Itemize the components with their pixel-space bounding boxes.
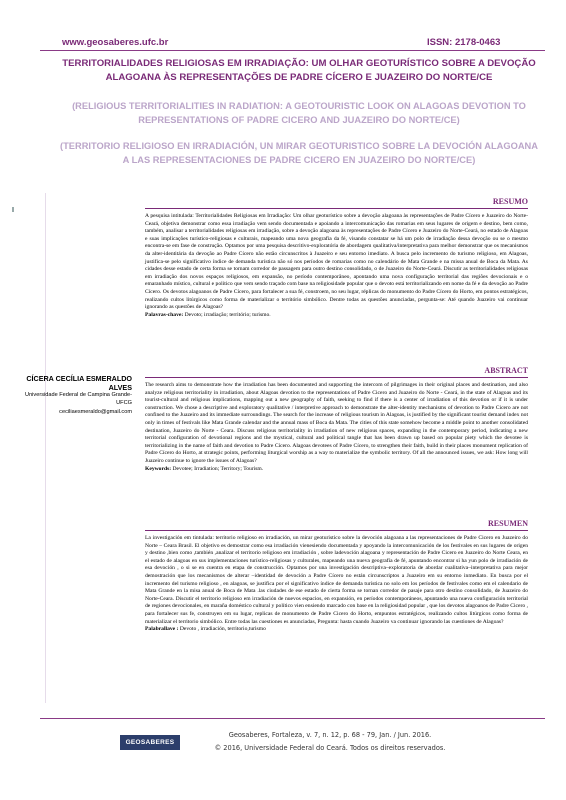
header-rule bbox=[40, 50, 545, 51]
resumen-heading: RESUMEN bbox=[487, 519, 528, 528]
author-affiliation: Universidade Federal de Campina Grande-UFCG bbox=[25, 392, 132, 406]
issn: ISSN: 2178-0463 bbox=[427, 37, 501, 48]
resumo-keywords: Devoto; irradiação; território; turismo. bbox=[184, 311, 271, 318]
resumo-text: A pesquisa intitulada: Territorialidades Religiosas em Irradiação: Um olhar geoturístico sobre a devoção alagoana às representações de Padre Cícero e Juazeiro do Norte-Ceará, objetiva demonstrar como essa irradiação vem sendo documentada e apoiando a intercomunicação das romarias em seus lugares de origem e destino, bem como, também, analisar a territorialidades religiosas em irradiação, sobre a devoção alagoana às representações de Padre Cícero e Juazeiro do Norte-Ceará, no estado de Alagoas e suas implicações turístico-religiosas e culturais, mapeando uma nova geografia da fé, visando constatar se há um polo de irradiação dessa devoção ou se o mesmo encontra-se em fase de construção. Optamos por uma pesquisa descritivo-exploratória de abordagem qualitativa/interpretativa para melhor demonstrar que os mecanismos da alter-identitária da devoção ao Padre Cícero não estão circunscritos à Juazeiro e seu entorno imediato. A busca pelo incremento do turismo religioso, em Alagoas, justifica-se pelo significativo índice de demanda turística não só nos períodos de romarias como no calendário de Mata Grande e na missa anual de Boca da Mata. As cidades desse estado de certa forma se tornam corredor de passagem para outro destino consolidado, o de Juazeiro do Norte-Ceará. Discutir as territorialidades religiosas em irradiação dos novos espaços religiosos, em expansão, no período contemporâneo, apontando uma nova configuração territorial das regiões devocionais e o emaranhado místico, cultural e político que vem sendo traçado com base na religiosidade popular que o devoto está territorializando em nome da fé e da devoção ao Padre Cícero. Os devotos alagoanos de Padre Cícero, para fortalecer a sua fé, constroem, no seu lugar, réplicas do monumento do Padre Cícero do Horto, em pontos estratégicos, realizando cultos litúrgicos como forma de materializar o território simbólico. Dentre todas as questões anunciadas, pergunta-se: Até quando Juazeiro vai continuar ignorando as questões de Alagoas? bbox=[145, 213, 528, 311]
author-name: CÍCERA CECÍLIA ESMERALDO ALVES bbox=[26, 374, 132, 392]
resumo-rule bbox=[145, 208, 528, 209]
resumo-section bbox=[145, 213, 528, 319]
geosaberes-logo: GEOSABERES bbox=[120, 735, 180, 750]
abstract-section bbox=[145, 382, 528, 473]
resumo-heading: RESUMO bbox=[492, 197, 528, 206]
title-portuguese: TERRITORIALIDADES RELIGIOSAS EM IRRADIAÇÃO: UM OLHAR GEOTURÍSTICO SOBRE A DEVOÇÃO ALAGOANA ÀS REPRESENTAÇÕES DE PADRE CÍCERO E JUAZEIRO DO NORTE/CE bbox=[62, 58, 536, 83]
resumo-keywords-label: Palavras-chave: bbox=[145, 311, 184, 318]
journal-website[interactable]: www.geosaberes.ufc.br bbox=[62, 37, 169, 48]
resumen-rule bbox=[145, 530, 528, 531]
footer-copyright: © 2016, Universidade Federal do Ceará. Todos os direitos reservados. bbox=[214, 744, 446, 752]
abstract-rule bbox=[145, 377, 528, 378]
resumen-keywords: Devoto , irradiación, territorio,turismo bbox=[179, 626, 266, 633]
margin-mark bbox=[12, 207, 14, 212]
resumen-text: La investigación em tintulada: territorio religioso en irradiación, un mirar geoturistico sobre la devoción alagoana a las representaciones de Padre Cicero en Juazeiro do Norte – Ceara Brasil. El objetivo es demostrar como esa irradiación vienesiendo documentada y apoyando la intercomunicación de los festivales en sus lugares de origen y destino ,bien como ,también ,analizar el territorio religioso em irradiación , sobre ladevoción alagoana y representación de Padre Cicero en Juazeiro do Norte Ceara, en el estado de alagoas en sus implementaciones turístico-religiosas y culturales, mapeando una nueva geografía de fé, apuntando encontrar si ha yun polo de irradiación de esa devoción , o si se en cuentra en etapa de construcción. Optamos por una investigación descriptiva–exploratoria de abordar cualitativa–interpretativa para mejor demostración que los mecanismos de alterar –identidad de devoción a Padre Cícero no están circunscriptos a Juazeiro em su entorno inmediato. En busca por el incremento del turismo religioso , en alagoas, se justifica por el significativo índice de demanda turística no solo em los períodos de festivales como em el calendario de Mata Grande en la misa anual de Boca de Mata .las ciudades de ese estado de cierta forma se tornan corredor de pasaje para otro destino consolidado, de Juazeiro do Norte-Ceara. Discutir el territorio religioso em irradiación de nuevos espacios, en expansión, en períodos contemporáneos, apuntando una nueva configuración territorial de regiones devocionales, en maraña doméstico cultural y político vien ensiendo marcado con base en la religiosidad popular , que los devotos alagoanos de Padre Cicero , para fortalecer sus fe, construyen em su lugar, replicas de monumento de Padre Cicero do Horto, empuntos estratégicos, realizando cultos litúrgicos como forma de materializar el territorio simbólico. Entre todas las cuestiones es anunciadas, Pregunta: hasta cuando Juazeiro va continuar ignorando las cuestiones de Alagoas? bbox=[145, 535, 528, 625]
abstract-keywords-label: Keywords: bbox=[145, 465, 172, 472]
footer-citation: Geosaberes, Fortaleza, v. 7, n. 12, p. 68 - 79, Jan. / Jun. 2016. bbox=[228, 731, 432, 739]
title-spanish: (TERRITORIO RELIGIOSO EN IRRADIACIÓN, UN MIRAR GEOTURISTICO SOBRE LA DEVOCIÓN ALAGOANA A LAS REPRESENTACIONES DE PADRE CICERO EN JUAZEIRO DO NORTE/CE) bbox=[60, 141, 538, 165]
abstract-heading: ABSTRACT bbox=[484, 366, 528, 375]
left-margin-rule bbox=[45, 193, 46, 703]
abstract-text: The research aims to demonstrate how the irradiation has been documented and supporting the intercom of pilgrimages in their original places and destination, and also analyze religious territoriality in irradiation, about Alagoas devotion to the representations of Padre Cicero and Juazeiro do Norte - Ceará, in the state of Alagoas and its tourist-cultural and religious implications, mapping out a new geography of faith, seeking to find if there is a center of irradiation of this devotion or if it is under construction. We chose a descriptive and exploratory qualitative / interpretive approach to demonstrate the alter-identity mechanisms of devotion to Padre Cicero are not confined to the Juazeiro and its immediate surroundings. The search for the increase of religious tourism in Alagoas, is justified by the significant tourist demand index not only in times of festivals like Mata Grande calendar and the annual mass of Boca da Mata. The cities of this state somehow become a middle point to another consolidated destination, Juazeiro do Norte - Ceara. Discuss religious territoriality in irradiation of new religious spaces, expanding in the contemporary period, indicating a new territorial configuration of devotional regions and the mystical, cultural and political tangle that has been drawn up based on popular piety which the devotee is territorializing in the name of faith and devotion to Padre Cícero. Alagoas devotees of Padre Cícero, to strengthen their faith, build in their places monument replication of Padre Cícero do Horto, at strategic points, performing liturgical worship as a way to materialize the symbolic territory. Of all the announced issues, we ask: How long will Juazeiro continue to ignore the issues of Alagoas? bbox=[145, 382, 528, 464]
abstract-keywords: Devotee; Irradiation; Territory; Tourism. bbox=[172, 465, 264, 472]
author-email[interactable]: ceciliaesmeraldo@gmail.com bbox=[59, 409, 132, 415]
title-english: (RELIGIOUS TERRITORIALITIES IN RADIATION: A GEOTOURISTIC LOOK ON ALAGOAS DEVOTION TO REPRESENTATIONS OF PADRE CICERO AND JUAZEIRO DO NORTE/CE) bbox=[72, 101, 526, 125]
resumen-keywords-label: Palabrallave : bbox=[145, 626, 179, 633]
resumen-section bbox=[145, 535, 528, 634]
footer-rule bbox=[40, 718, 545, 719]
